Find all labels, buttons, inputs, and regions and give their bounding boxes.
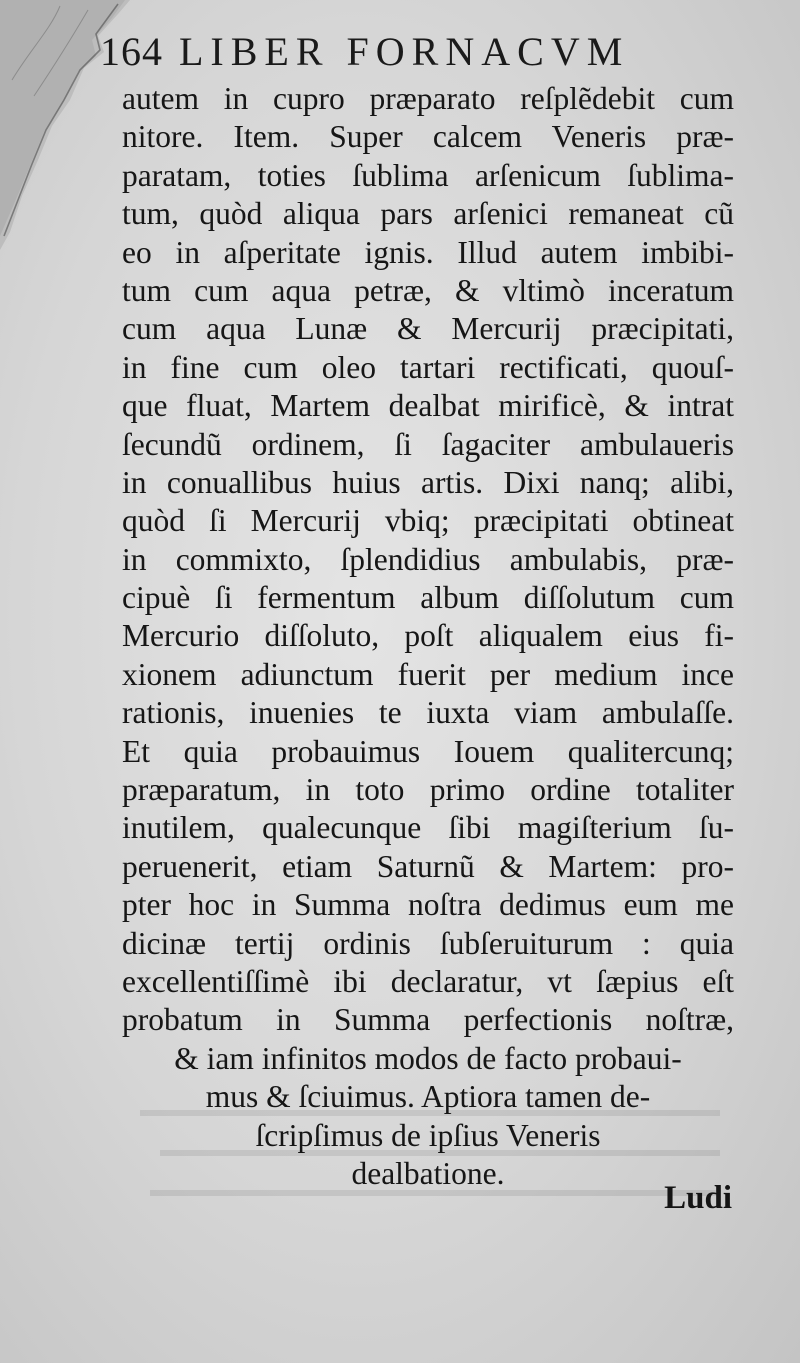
text-line: xionem adiunctum fuerit per medium ince	[122, 656, 734, 692]
text-line: Et quia probauimus Iouem qualitercunq;	[122, 733, 734, 769]
running-header	[100, 28, 720, 88]
text-line: cum aqua Lunæ & Mercurij præcipitati,	[122, 311, 734, 347]
text-line: probatum in Summa perfectionis noſtræ,	[122, 1002, 734, 1038]
text-line: tum, quòd aliqua pars arſenici remaneat cũ	[122, 196, 734, 232]
text-line: Mercurio diſſoluto, poſt aliqualem eius fi-	[122, 618, 734, 654]
text-line: rationis, inuenies te iuxta viam ambulaſſe.	[122, 695, 734, 731]
text-line: autem in cupro præparato reſplẽdebit cum	[122, 81, 734, 116]
text-line: peruenerit, etiam Saturnũ & Martem: pro-	[122, 848, 734, 884]
centered-text-line: & iam infinitos modos de facto probaui-	[174, 1040, 682, 1076]
text-line: quòd ſi Mercurij vbiq; præcipitati obtineat	[122, 503, 734, 539]
centered-text-line: mus & ſciuimus. Aptiora tamen de-	[205, 1079, 651, 1115]
page-number: 164	[100, 29, 163, 74]
show-through-texture	[130, 1080, 750, 1240]
text-line: dicinæ tertij ordinis ſubſeruiturum : quia	[122, 925, 734, 961]
text-line: excellentiſſimè ibi declaratur, vt ſæpius eſt	[122, 963, 734, 999]
body-text	[122, 80, 734, 1193]
text-line: pter hoc in Summa noſtra dedimus eum me	[122, 887, 734, 923]
text-line: in commixto, ſplendidius ambulabis, præ-	[122, 541, 734, 577]
centered-text-line: ſcripſimus de ipſius Veneris	[255, 1117, 601, 1153]
text-line: que fluat, Martem dealbat mirificè, & intrat	[122, 388, 734, 424]
text-line: eo in aſperitate ignis. Illud autem imbibi-	[122, 234, 734, 270]
text-line: tum cum aqua petræ, & vltimò inceratum	[122, 272, 734, 308]
text-line: in conuallibus huius artis. Dixi nanq; alibi,	[122, 464, 734, 500]
text-line: nitore. Item. Super calcem Veneris præ-	[122, 119, 734, 155]
text-line: ſecundũ ordinem, ſi ſagaciter ambulaueris	[122, 426, 734, 462]
text-line: in fine cum oleo tartari rectificati, quouſ-	[122, 349, 734, 385]
catchword: Ludi	[664, 1180, 732, 1216]
text-line: præparatum, in toto primo ordine totaliter	[122, 772, 734, 808]
running-title: LIBER FORNACVM	[179, 29, 630, 74]
centered-text-line: dealbatione.	[351, 1155, 505, 1191]
text-line: paratam, toties ſublima arſenicum ſublima-	[122, 157, 734, 193]
text-line: inutilem, qualecunque ſibi magiſterium ſu-	[122, 810, 734, 846]
text-line: cipuè ſi fermentum album diſſolutum cum	[122, 580, 734, 616]
